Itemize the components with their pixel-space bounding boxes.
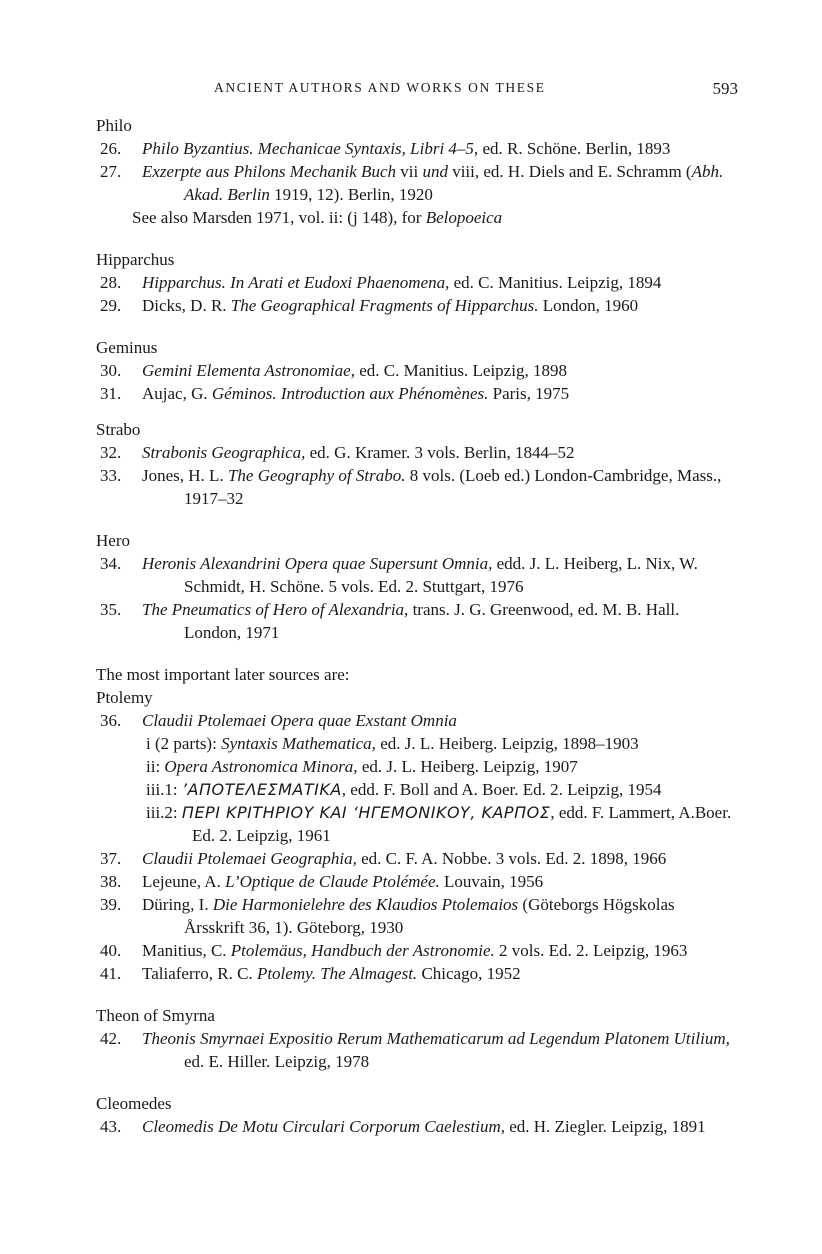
- running-head: ANCIENT AUTHORS AND WORKS ON THESE: [214, 80, 546, 95]
- author-heading: Cleomedes: [96, 1094, 172, 1113]
- entry-author: Manitius, C.: [142, 941, 231, 960]
- later-sources-intro: The most important later sources are:: [96, 665, 350, 684]
- bibliography-body: [96, 114, 732, 1138]
- entry-number: 38.: [100, 872, 122, 891]
- author-heading: Strabo: [96, 420, 141, 439]
- entry-title: Géminos. Introduction aux Phénomènes.: [211, 384, 489, 403]
- sub-entry-iii-1: [96, 778, 732, 801]
- entry-29: [96, 294, 732, 317]
- sub-label: ii:: [146, 757, 165, 776]
- entry-author: Lejeune, A.: [142, 872, 226, 891]
- entry-26: [96, 137, 732, 160]
- sub-label: i (2 parts):: [146, 734, 222, 753]
- entry-number: 35.: [100, 600, 122, 619]
- entry-33: [96, 464, 732, 510]
- page-number: 593: [712, 79, 738, 98]
- entry-details: (Göteborgs Högskolas Årsskrift 36, 1). Göteborg, 1930: [184, 895, 675, 937]
- greek-title: ’ΑΠΟΤΕΛΕΣΜΑΤΙΚΑ: [181, 780, 342, 799]
- entry-title: The Geography of Strabo.: [227, 466, 406, 485]
- entry-title: The Geographical Fragments of Hipparchus.: [230, 296, 539, 315]
- section-later-sources: [96, 663, 732, 985]
- entry-28: [96, 271, 732, 294]
- entry-number: 34.: [100, 554, 122, 573]
- entry-number: 43.: [100, 1117, 122, 1136]
- entry-details: edd. J. L. Heiberg, L. Nix, W. Schmidt, H. Schöne. 5 vols. Ed. 2. Stuttgart, 1976: [184, 554, 698, 596]
- entry-details: Paris, 1975: [488, 384, 570, 403]
- entry-title: The Pneumatics of Hero of Alexandria,: [142, 600, 409, 619]
- entry-details: , edd. F. Lammert, A.Boer. Ed. 2. Leipzig, 1961: [192, 803, 732, 845]
- entry-details: Chicago, 1952: [417, 964, 521, 983]
- entry-number: 29.: [100, 296, 122, 315]
- section-cleomedes: [96, 1092, 732, 1138]
- entry-author: Dicks, D. R.: [142, 296, 231, 315]
- entry-details: ed. J. L. Heiberg. Leipzig, 1898–1903: [375, 734, 639, 753]
- entry-number: 36.: [100, 711, 122, 730]
- entry-43: [96, 1115, 732, 1138]
- author-heading: Theon of Smyrna: [96, 1006, 215, 1025]
- entry-title: Ptolemäus, Handbuch der Astronomie.: [230, 941, 495, 960]
- entry-author: Aujac, G.: [142, 384, 212, 403]
- entry-title: Opera Astronomica Minora,: [164, 757, 358, 776]
- note-italic: Belopoeica: [425, 208, 503, 227]
- entry-37: [96, 847, 732, 870]
- entry-title: Syntaxis Mathematica,: [221, 734, 376, 753]
- entry-number: 33.: [100, 466, 122, 485]
- entry-title: Strabonis Geographica,: [142, 443, 306, 462]
- entry-41: [96, 962, 732, 985]
- entry-details: ed. R. Schöne. Berlin, 1893: [478, 139, 671, 158]
- entry-details: , edd. F. Boll and A. Boer. Ed. 2. Leipzig, 1954: [341, 780, 662, 799]
- entry-number: 37.: [100, 849, 122, 868]
- section-philo: [96, 114, 732, 229]
- entry-39: [96, 893, 732, 939]
- entry-details: vii: [396, 162, 423, 181]
- entry-title: Hipparchus. In Arati et Eudoxi Phaenomena,: [142, 273, 450, 292]
- section-geminus: [96, 336, 732, 405]
- entry-40: [96, 939, 732, 962]
- entry-number: 28.: [100, 273, 122, 292]
- section-strabo: [96, 418, 732, 510]
- page-header: [96, 80, 738, 102]
- author-heading: Philo: [96, 116, 132, 135]
- entry-34: [96, 552, 732, 598]
- entry-title: Exzerpte aus Philons Mechanik Buch: [142, 162, 396, 181]
- author-heading: Hipparchus: [96, 250, 175, 269]
- entry-title: L’Optique de Claude Ptolémée.: [225, 872, 440, 891]
- entry-details: London, 1960: [538, 296, 639, 315]
- entry-42: [96, 1027, 732, 1073]
- section-hero: [96, 529, 732, 644]
- entry-details: 2 vols. Ed. 2. Leipzig, 1963: [494, 941, 688, 960]
- entry-31: [96, 382, 732, 405]
- entry-details: ed. C. Manitius. Leipzig, 1898: [354, 361, 567, 380]
- entry-number: 30.: [100, 361, 122, 380]
- entry-38: [96, 870, 732, 893]
- entry-36: [96, 709, 732, 732]
- entry-details: 8 vols. (Loeb ed.) London-Cambridge, Mass., 1917–32: [184, 466, 722, 508]
- entry-title: Ptolemy. The Almagest.: [256, 964, 418, 983]
- entry-title: Gemini Elementa Astronomiae,: [142, 361, 355, 380]
- entry-number: 27.: [100, 162, 122, 181]
- entry-title: Claudii Ptolemaei Geographia,: [142, 849, 357, 868]
- entry-details: trans. J. G. Greenwood, ed. M. B. Hall. London, 1971: [184, 600, 680, 642]
- entry-details: ed. E. Hiller. Leipzig, 1978: [184, 1052, 370, 1071]
- entry-title: Cleomedis De Motu Circulari Corporum Caelestium,: [142, 1117, 505, 1136]
- entry-details: viii, ed. H. Diels and E. Schramm (: [447, 162, 692, 181]
- entry-author: Jones, H. L.: [142, 466, 228, 485]
- entry-title: Heronis Alexandrini Opera quae Supersunt Omnia,: [142, 554, 493, 573]
- entry-number: 26.: [100, 139, 122, 158]
- entry-title: Theonis Smyrnaei Expositio Rerum Mathematicarum ad Legendum Platonem Utilium,: [142, 1029, 730, 1048]
- entry-number: 41.: [100, 964, 122, 983]
- entry-details: ed. C. F. A. Nobbe. 3 vols. Ed. 2. 1898, 1966: [356, 849, 667, 868]
- entry-35: [96, 598, 732, 644]
- entry-number: 42.: [100, 1029, 122, 1048]
- entry-number: 31.: [100, 384, 122, 403]
- journal-title: Abh. Akad. Berlin: [184, 162, 724, 204]
- entry-details: ed. G. Kramer. 3 vols. Berlin, 1844–52: [305, 443, 575, 462]
- entry-author: Taliaferro, R. C.: [142, 964, 257, 983]
- author-heading: Hero: [96, 531, 130, 550]
- entry-title-part: und: [422, 162, 448, 181]
- sub-label: iii.1:: [146, 780, 182, 799]
- entry-title: Philo Byzantius. Mechanicae Syntaxis, Libri 4–5,: [142, 139, 479, 158]
- entry-30: [96, 359, 732, 382]
- entry-title: Die Harmonielehre des Klaudios Ptolemaios: [212, 895, 519, 914]
- entry-title: Claudii Ptolemaei Opera quae Exstant Omnia: [142, 711, 457, 730]
- section-theon: [96, 1004, 732, 1073]
- entry-27: [96, 160, 732, 206]
- entry-details: 1919, 12). Berlin, 1920: [269, 185, 433, 204]
- entry-number: 39.: [100, 895, 122, 914]
- sub-entry-ii: [96, 755, 732, 778]
- entry-author: Düring, I.: [142, 895, 213, 914]
- greek-title: ΠΕΡΙ ΚΡΙΤΗΡΙΟΥ ΚΑΙ ‘ΗΓΕΜΟΝΙΚΟΥ, ΚΑΡΠΟΣ: [181, 803, 551, 822]
- entry-details: ed. C. Manitius. Leipzig, 1894: [449, 273, 662, 292]
- author-heading: Ptolemy: [96, 688, 153, 707]
- entry-32: [96, 441, 732, 464]
- sub-entry-iii-2: [96, 801, 732, 847]
- section-hipparchus: [96, 248, 732, 317]
- sub-entry-i: [96, 732, 732, 755]
- entry-details: ed. J. L. Heiberg. Leipzig, 1907: [357, 757, 578, 776]
- note-text: See also Marsden 1971, vol. ii: (j 148), for: [132, 208, 426, 227]
- author-heading: Geminus: [96, 338, 158, 357]
- entry-number: 32.: [100, 443, 122, 462]
- entry-details: Louvain, 1956: [439, 872, 544, 891]
- see-also-note: [96, 206, 732, 229]
- entry-details: ed. H. Ziegler. Leipzig, 1891: [504, 1117, 706, 1136]
- entry-number: 40.: [100, 941, 122, 960]
- sub-label: iii.2:: [146, 803, 182, 822]
